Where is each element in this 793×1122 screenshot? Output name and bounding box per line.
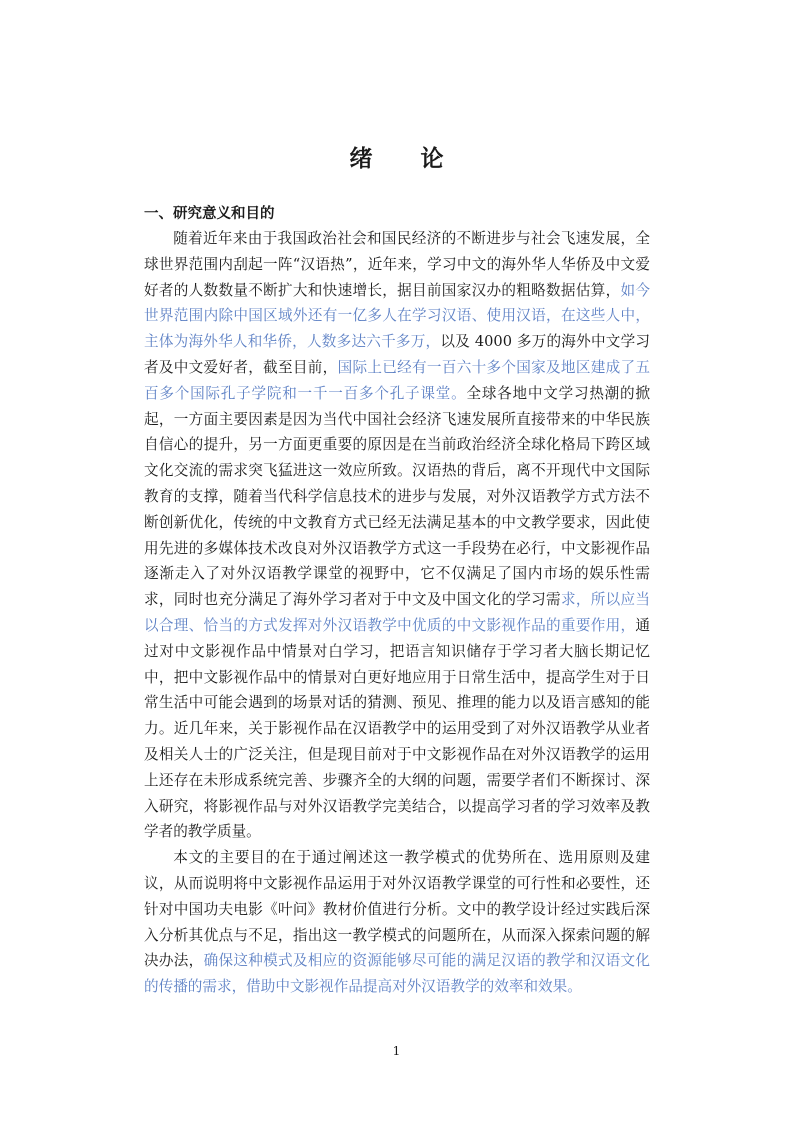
paragraph — [144, 226, 650, 845]
page-title: 绪 论 — [349, 146, 464, 172]
highlighted-text-segment: 求，所以应当以合理、恰当的方式发挥对外汉语教学中优质的中文影视作品的重要作用， — [144, 591, 650, 634]
text-segment: 全球各地中文学习热潮的掀起，一方面主要因素是因为当代中国社会经济飞速发展所直接带来的中华民族自信心的提升，另一方面更重要的原因是在当前政治经济全球化格局下跨区域文化交流的需求突飞猛进这一效应所致。汉语热的背后，离不开现代中文国际教育的支撑，随着当代科学信息技术的进步与发展，对外汉语教学方式方法不断创新优化，传统的中文教育方式已经无法满足基本的中文教学要求，因此使用先进的多媒体技术改良对外汉语教学方式这一手段势在必行，中文影视作品逐渐走入了对外汉语教学课堂的视野中，它不仅满足了国内市场的娱乐性需求，同时也充分满足了海外学习者对于中文及中国文化的学习需 — [144, 384, 650, 609]
highlighted-text-segment: 国际上已经有一百六十多个国家及地区建成了五百多个国际孔子学院和一千一百多个孔子课堂。 — [144, 358, 650, 402]
text-segment: 随着近年来由于我国政治社会和国民经济的不断进步与社会飞速发展，全球世界范围内刮起一阵“汉语热”，近年来，学习中文的海外华人华侨及中文爱好者的人数数量不断扩大和快速增长，据目前国家汉办的粗略数据估算， — [144, 230, 650, 299]
paragraph — [144, 845, 650, 1000]
section-heading: 一、研究意义和目的 — [144, 206, 275, 222]
highlighted-text-segment: 如今世界范围内除中国区域外还有一亿多人在学习汉语、使用汉语，在这些人中，主体为海外华人和华侨，人数多达六千多万， — [144, 281, 650, 351]
page-number: 1 — [392, 1044, 401, 1058]
text-segment: 以及 4000 多万的海外中文学习者及中文爱好者，截至目前， — [144, 333, 650, 376]
body-text — [144, 226, 650, 1000]
highlighted-text-segment: 确保这种模式及相应的资源能够尽可能的满足汉语的教学和汉语文化的传播的需求，借助中文影视作品提高对外汉语教学的效率和效果。 — [144, 952, 650, 996]
text-segment: 本文的主要目的在于通过阐述这一教学模式的优势所在、选用原则及建议，从而说明将中文影视作品运用于对外汉语教学课堂的可行性和必要性，还针对中国功夫电影《叶问》教材价值进行分析。文中的教学设计经过实践后深入分析其优点与不足，指出这一教学模式的问题所在，从而深入探索问题的解决办法， — [144, 849, 650, 970]
text-segment: 通过对中文影视作品中情景对白学习，把语言知识储存于学习者大脑长期记忆中，把中文影视作品中的情景对白更好地应用于日常生活中，提高学生对于日常生活中可能会遇到的场景对话的猜测、预见、推理的能力以及语言感知的能力。近几年来，关于影视作品在汉语教学中的运用受到了对外汉语教学从业者及相关人士的广泛关注，但是现目前对于中文影视作品在对外汉语教学的运用上还存在未形成系统完善、步骤齐全的大纲的问题，需要学者们不断探讨、深入研究，将影视作品与对外汉语教学完美结合，以提高学习者的学习效率及教学者的教学质量。 — [144, 616, 650, 841]
